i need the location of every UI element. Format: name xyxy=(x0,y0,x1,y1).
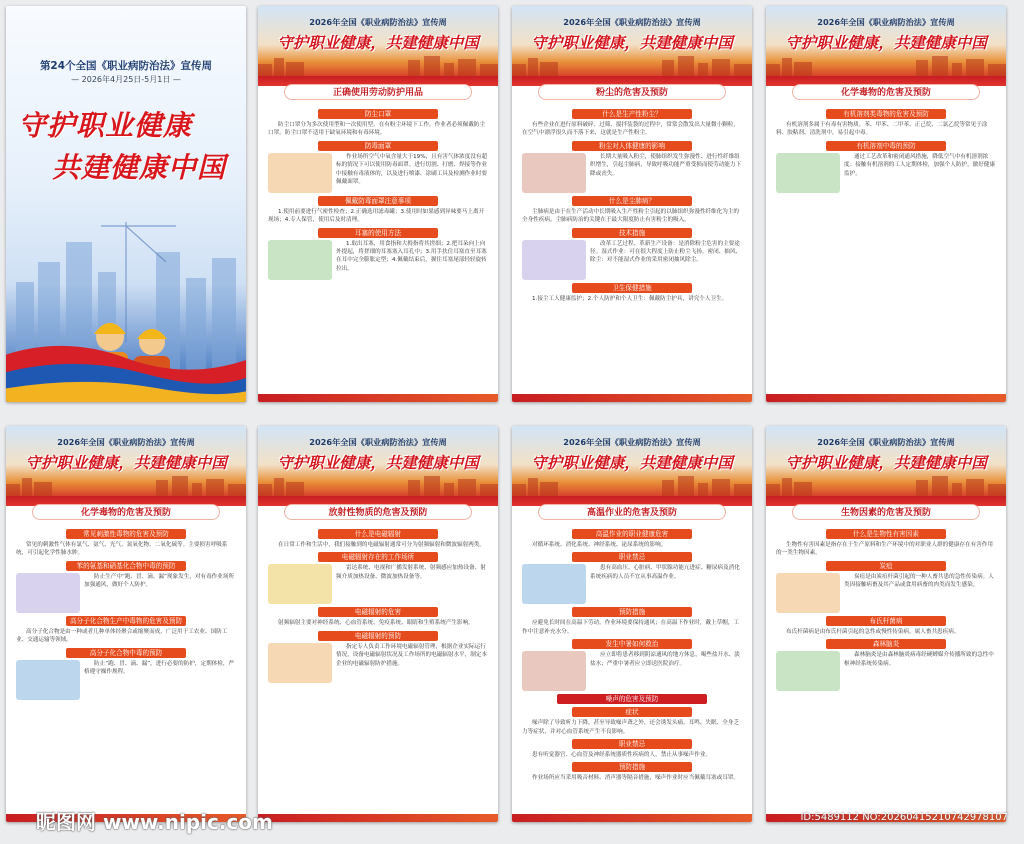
section-row xyxy=(522,153,742,193)
section-heading: 电磁辐射的危害 xyxy=(318,607,438,617)
section-row xyxy=(268,564,488,604)
header-week-title: 2026年全国《职业病防治法》宣传周 xyxy=(309,17,447,27)
section-text: 有机溶剂多属于有毒有害物质。苯、甲苯、二甲苯、正己烷、二氯乙烷等常见于涂料、胶粘剂、清洗剂中，易引起中毒。 xyxy=(776,122,988,137)
section-text: 射频辐射主要对神经系统、心血管系统、免疫系统、眼睛和生殖系统产生影响。 xyxy=(278,620,474,627)
section-text: 生物性有害因素是指存在于生产原料和生产环境中的对职业人群的健康存在有害作用的一类生物因素。 xyxy=(776,542,993,557)
section-row xyxy=(522,651,742,691)
section-text: 指定专人负责工作环境电磁辐射管理，根据企业实际运行情况，设备电磁辐射状况及工作场所的电磁辐射水平，制定本企业的电磁辐射防护措施。 xyxy=(336,643,488,667)
panel-header xyxy=(766,6,1006,76)
footer-bar xyxy=(766,394,1006,402)
section-row xyxy=(268,643,488,683)
section-heading: 卫生保健措施 xyxy=(572,283,692,293)
poster-panel xyxy=(512,6,752,402)
header-week-title: 2026年全国《职业病防治法》宣传周 xyxy=(563,437,701,447)
section-illustration xyxy=(522,153,586,193)
section-text: 防尘口罩分为多次使用型和一次使用型。在有粉尘环境下工作，作业者必须佩戴防尘口罩。防尘口罩不适用于缺氧环境和有毒环境。 xyxy=(268,122,485,137)
section-row xyxy=(268,240,488,280)
section-row xyxy=(776,573,996,613)
section-illustration xyxy=(776,153,840,193)
panel-header xyxy=(512,426,752,496)
poster-panel xyxy=(766,6,1006,402)
skyline-decoration xyxy=(766,474,1006,496)
cover-slogan-line1: 守护职业健康 xyxy=(18,109,193,142)
section-text: 防止生产中“跑、冒、滴、漏”现象发生，对有毒作业场所加强通风，做好个人防护。 xyxy=(84,573,235,589)
section-row xyxy=(776,651,996,691)
section-text: 在日常工作和生活中，我们接触到的电磁辐射通常可分为射频辐射和微波辐射两类。 xyxy=(278,542,485,548)
section-heading: 佩戴防毒面罩注意事项 xyxy=(318,196,438,206)
section-heading: 高分子化合物生产中毒物的危害及预防 xyxy=(66,616,186,626)
section-heading: 耳塞的使用方法 xyxy=(318,228,438,238)
panel-body xyxy=(522,526,742,810)
section-illustration xyxy=(776,651,840,691)
section-text: 尘肺病是由于在生产活动中长期吸入生产性粉尘引起的以肺组织弥漫性纤维化为主的全身性疾病。尘肺病防治的关键在于最大限度防止有害粉尘的吸入。 xyxy=(522,208,739,224)
section-illustration xyxy=(522,564,586,604)
panel-header xyxy=(6,426,246,496)
panel-header xyxy=(258,426,498,496)
section-heading: 高分子化合物中毒的预防 xyxy=(66,648,186,658)
section-heading: 炭疽 xyxy=(826,561,946,571)
section-heading: 症状 xyxy=(572,707,692,717)
skyline-decoration xyxy=(512,54,752,76)
panel-body xyxy=(268,526,488,810)
panel-header xyxy=(512,6,752,76)
poster-panel xyxy=(512,426,752,822)
header-week-title: 2026年全国《职业病防治法》宣传周 xyxy=(309,437,447,447)
section-heading: 防尘口罩 xyxy=(318,109,438,119)
section-row xyxy=(268,153,488,193)
cover-panel xyxy=(6,6,246,402)
panel-body xyxy=(522,106,742,390)
header-week-title: 2026年全国《职业病防治法》宣传周 xyxy=(57,437,195,447)
section-illustration xyxy=(522,651,586,691)
section-text: 常见的刺激性气体有氯气、氨气、光气、氮氧化物、二氧化硫等。主要损害呼吸系统，可引起化学性肺水肿。 xyxy=(16,542,228,557)
skyline-decoration xyxy=(766,54,1006,76)
section-text: 改革工艺过程、革新生产设备：是消除粉尘危害的主要途径。湿式作业：可在很大程度上防止粉尘飞扬。密闭、抽风、除尘：对不能湿式作业的采用密闭抽风除尘。 xyxy=(590,240,742,264)
section-row xyxy=(522,240,742,280)
section-text: 患有高血压、心脏病、甲状腺功能亢进症、糖尿病及消化系统疾病的人员不宜从事高温作业。 xyxy=(590,565,740,580)
skyline-decoration xyxy=(512,474,752,496)
section-heading: 电磁辐射存在的工作场所 xyxy=(318,552,438,562)
panel-title: 正确使用劳动防护用品 xyxy=(284,84,472,100)
section-heading: 有机溶剂类毒物的危害及预防 xyxy=(826,109,946,119)
section-illustration xyxy=(268,153,332,193)
panel-body xyxy=(776,106,996,390)
section-illustration xyxy=(522,240,586,280)
footer-bar xyxy=(512,814,752,822)
header-slogan: 守护职业健康，共建健康中国 xyxy=(531,34,733,52)
section-heading: 职业禁忌 xyxy=(572,552,692,562)
section-text: 1.使用前要进行气密性检查；2.正确选用滤毒罐；3.使用时如果感到异味要马上离开现场；4.专人保管，使用后及时清理。 xyxy=(268,208,485,224)
header-slogan: 守护职业健康，共建健康中国 xyxy=(277,34,479,52)
section-heading: 常见刺激性毒物的危害及预防 xyxy=(66,529,186,539)
section-row xyxy=(776,153,996,193)
footer-bar xyxy=(258,394,498,402)
section-row xyxy=(16,573,236,613)
section-heading: 电磁辐射的预防 xyxy=(318,631,438,641)
section-text: 森林脑炎是由森林脑炎病毒经硬蜱媒介传播所致的急性中枢神经系统传染病。 xyxy=(844,652,994,667)
section-heading: 有机溶剂中毒的预防 xyxy=(826,141,946,151)
section-heading: 预防措施 xyxy=(572,762,692,772)
panel-title: 生物因素的危害及预防 xyxy=(792,504,980,520)
poster-panel xyxy=(258,6,498,402)
header-week-title: 2026年全国《职业病防治法》宣传周 xyxy=(817,437,955,447)
section-text: 防止“跑、冒、滴、漏”，进行必要的防护，定期体检，严格遵守操作规程。 xyxy=(84,660,235,676)
panel-header xyxy=(766,426,1006,496)
section-row xyxy=(522,564,742,604)
section-illustration xyxy=(776,573,840,613)
section-heading: 技术措施 xyxy=(572,228,692,238)
section-heading: 什么是电磁辐射 xyxy=(318,529,438,539)
section-text: 炭疽是由炭疽杆菌引起的一种人畜共患的急性传染病。人类因接触病畜及其产品或食用病畜的肉类而发生感染。 xyxy=(844,573,994,589)
section-text: 有些企业在进行原料破碎、过筛、搅拌装袋的过程中，常常会散发出大量微小颗粒，在空气中漂浮很久而不落下来，这就是生产性粉尘。 xyxy=(522,122,739,137)
section-text: 对循环系统、消化系统、神经系统、泌尿系统的影响。 xyxy=(532,542,667,548)
section-heading: 森林脑炎 xyxy=(826,639,946,649)
sub-title: 噪声的危害及预防 xyxy=(557,694,707,704)
section-heading: 发生中暑如何救治 xyxy=(572,639,692,649)
section-heading: 布氏杆菌病 xyxy=(826,616,946,626)
section-text: 1.取出耳塞，用食指和大拇指将其搓细；2.把耳朵向上向外提起，将搓细的耳塞塞入耳孔中；3.用手扶住耳塞直至耳塞在耳中完全膨胀定型；4.佩戴结束后，握住耳塞尾部轻轻旋转拉出。 xyxy=(336,240,487,272)
panel-body xyxy=(776,526,996,810)
section-text: 噪声除了导致听力下降，甚至导致噪声聋之外，还会诱发头痛、耳鸣、失眠、全身乏力等症状，并对心血管系统产生不良影响。 xyxy=(522,720,739,735)
panel-body xyxy=(268,106,488,390)
panel-title: 高温作业的危害及预防 xyxy=(538,504,726,520)
header-slogan: 守护职业健康，共建健康中国 xyxy=(785,454,987,472)
section-heading: 高温作业的职业健康危害 xyxy=(572,529,692,539)
header-week-title: 2026年全国《职业病防治法》宣传周 xyxy=(817,17,955,27)
header-slogan: 守护职业健康，共建健康中国 xyxy=(785,34,987,52)
poster-panel xyxy=(258,426,498,822)
section-text: 作业场所应当采用吸音材料、消声器等隔音措施，噪声作业时应当佩戴耳塞或耳罩。 xyxy=(532,775,739,782)
section-text: 长期大量吸入粉尘，使肺组织发生弥漫性、进行性纤维组织增生，引起尘肺病，导致呼吸功能严重受损而使劳动能力下降或丧失。 xyxy=(590,153,742,177)
section-text: 雷达系统、电视和广播发射系统、射频感应加热设备、射频介质加热设备、微波加热设备等。 xyxy=(336,565,486,580)
watermark-right: ID:5489112 NO:20260415210742978107 xyxy=(800,812,1008,823)
section-heading: 粉尘对人体健康的影响 xyxy=(572,141,692,151)
section-heading: 防毒面罩 xyxy=(318,141,438,151)
skyline-decoration xyxy=(258,474,498,496)
panel-title: 粉尘的危害及预防 xyxy=(538,84,726,100)
skyline-decoration xyxy=(6,474,246,496)
section-heading: 什么是生物性有害因素 xyxy=(826,529,946,539)
section-illustration xyxy=(16,573,80,613)
panel-title: 放射性物质的危害及预防 xyxy=(284,504,472,520)
section-illustration xyxy=(268,564,332,604)
panel-header xyxy=(258,6,498,76)
section-text: 作业场所空气中氧含量大于19%，且有害气体浓度没有超标的情况下可以使用防毒面罩。进行切割、打磨、焊接等作业中接触有毒液体的，以及进行喷漆、涂刷工具及检测作业时要佩戴面罩。 xyxy=(336,153,488,186)
section-text: 应避免长时间在高温下劳动，作业环境要保持通风；在高温下作业时，戴上草帽，工作中注意补充水分。 xyxy=(522,620,739,635)
poster-panel xyxy=(766,426,1006,822)
section-heading: 苯的氨基和硝基化合物中毒的预防 xyxy=(66,561,186,571)
section-heading: 预防措施 xyxy=(572,607,692,617)
section-illustration xyxy=(16,660,80,700)
panel-title: 化学毒物的危害及预防 xyxy=(32,504,220,520)
wave-decoration xyxy=(6,322,246,402)
section-text: 1.接尘工人健康监护；2.个人防护和个人卫生：佩戴防尘护具，讲究个人卫生。 xyxy=(532,295,728,302)
section-text: 高分子化合物是由一种或者几种单体经聚合或缩聚而成，广泛用于工农业、国防工业、交通运输等领域。 xyxy=(16,628,228,644)
header-week-title: 2026年全国《职业病防治法》宣传周 xyxy=(563,17,701,27)
section-text: 通过工艺改革和密闭通风措施，降低空气中有机溶剂浓度；接触有机溶剂的工人定期体检，加强个人防护，做好健康监护。 xyxy=(844,153,996,177)
footer-bar xyxy=(512,394,752,402)
section-illustration xyxy=(268,240,332,280)
header-slogan: 守护职业健康，共建健康中国 xyxy=(531,454,733,472)
cover-slogan-line2: 共建健康中国 xyxy=(52,151,227,184)
section-text: 应立即将患者移到阴凉通风的地方休息，喝些盐开水、淡盐水；严重中暑者应立即送医院治疗。 xyxy=(590,652,740,667)
cover-title: 第24个全国《职业病防治法》宣传周 xyxy=(39,60,213,72)
section-row xyxy=(16,660,236,700)
poster-panel xyxy=(6,426,246,822)
section-text: 布氏杆菌病是由布氏杆菌引起的急性或慢性传染病，属人畜共患疾病。 xyxy=(786,628,960,635)
section-heading: 职业禁忌 xyxy=(572,739,692,749)
cover-dates: — 2026年4月25日-5月1日 — xyxy=(71,75,181,84)
section-heading: 什么是生产性粉尘？ xyxy=(572,109,692,119)
panel-title: 化学毒物的危害及预防 xyxy=(792,84,980,100)
section-illustration xyxy=(268,643,332,683)
skyline-decoration xyxy=(258,54,498,76)
footer-bar xyxy=(258,814,498,822)
panel-body xyxy=(16,526,236,810)
header-slogan: 守护职业健康，共建健康中国 xyxy=(25,454,227,472)
section-heading: 什么是尘肺病？ xyxy=(572,196,692,206)
watermark-left: 昵图网 www.nipic.com xyxy=(36,810,273,834)
section-text: 患有听觉器官、心血管及神经系统器质性疾病的人，禁止从事噪声作业。 xyxy=(532,752,712,759)
header-slogan: 守护职业健康，共建健康中国 xyxy=(277,454,479,472)
